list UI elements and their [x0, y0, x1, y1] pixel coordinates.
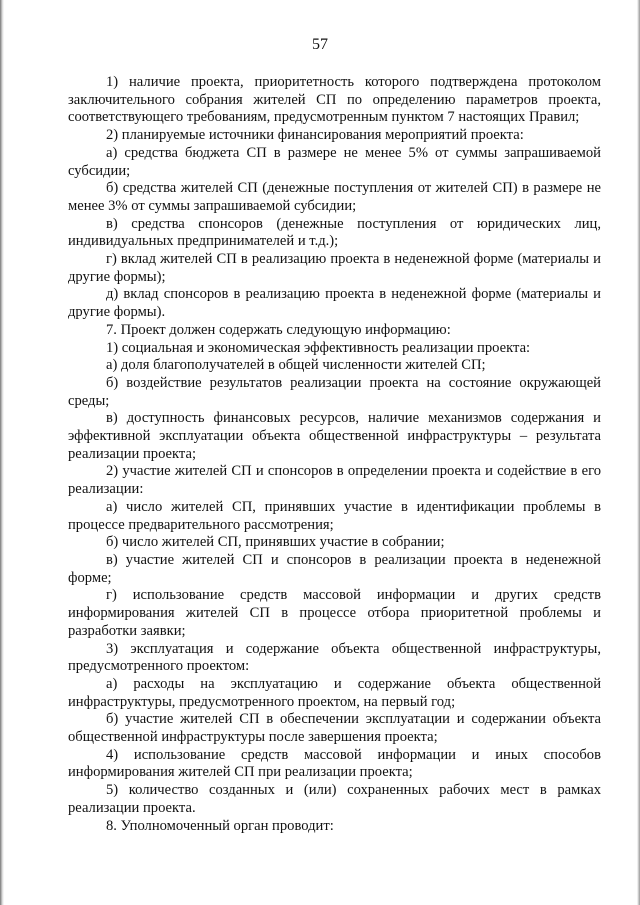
paragraph: в) средства спонсоров (денежные поступления от юридических лиц, индивидуальных предпринимателей и т.д.); [68, 215, 601, 250]
paragraph: 8. Уполномоченный орган проводит: [106, 817, 334, 834]
paragraph: 2) планируемые источники финансирования мероприятий проекта: [106, 127, 524, 144]
scan-edge-left [0, 0, 4, 905]
paragraph: 1) социальная и экономическая эффективность реализации проекта: [106, 339, 531, 356]
paragraph: в) участие жителей СП и спонсоров в реализации проекта в неденежной форме; [68, 551, 601, 586]
paragraph: 1) наличие проекта, приоритетность которого подтверждена протоколом заключительного собрания жителей СП по определению параметров проекта, соответствующего требованиям, предусмотренным пунктом 7 настоящих Правил; [68, 74, 601, 126]
paragraph: д) вклад спонсоров в реализацию проекта в неденежной форме (материалы и другие формы). [68, 286, 601, 321]
paragraph: г) вклад жителей СП в реализацию проекта в неденежной форме (материалы и другие формы); [68, 251, 601, 285]
paragraph: 4) использование средств массовой информации и иных способов информирования жителей СП при реализации проекта; [68, 746, 601, 781]
paragraph: а) число жителей СП, принявших участие в идентификации проблемы в процессе предварительного рассмотрения; [68, 498, 601, 533]
paragraph: б) воздействие результатов реализации проекта на состояние окружающей среды; [68, 374, 601, 409]
paragraph: б) средства жителей СП (денежные поступления от жителей СП) в размере не менее 3% от суммы запрашиваемой субсидии; [68, 180, 601, 214]
paragraph: б) участие жителей СП в обеспечении эксплуатации и содержании объекта общественной инфраструктуры после завершения проекта; [68, 711, 601, 746]
paragraph: г) использование средств массовой информации и других средств информирования жителей СП в процессе отбора приоритетной проблемы и разработки заявки; [68, 587, 601, 639]
paragraph: 2) участие жителей СП и спонсоров в определении проекта и содействие в его реализации: [68, 463, 601, 498]
paragraph: а) доля благополучателей в общей численности жителей СП; [106, 357, 486, 374]
paragraph: 5) количество созданных и (или) сохраненных рабочих мест в рамках реализации проекта. [68, 782, 601, 816]
paragraph: а) расходы на эксплуатацию и содержание объекта общественной инфраструктуры, предусмотренного проектом, на первый год; [68, 675, 601, 710]
page-number: 57 [312, 36, 328, 53]
paragraph: 3) эксплуатация и содержание объекта общественной инфраструктуры, предусмотренного проектом: [68, 640, 601, 675]
paragraph: б) число жителей СП, принявших участие в собрании; [106, 534, 445, 551]
document-body [68, 74, 601, 835]
paragraph: в) доступность финансовых ресурсов, наличие механизмов содержания и эффективной эксплуатации объекта общественной инфраструктуры – результата реализации проекта; [68, 410, 601, 462]
paragraph: а) средства бюджета СП в размере не менее 5% от суммы запрашиваемой субсидии; [68, 144, 601, 179]
paragraph: 7. Проект должен содержать следующую информацию: [106, 321, 451, 338]
